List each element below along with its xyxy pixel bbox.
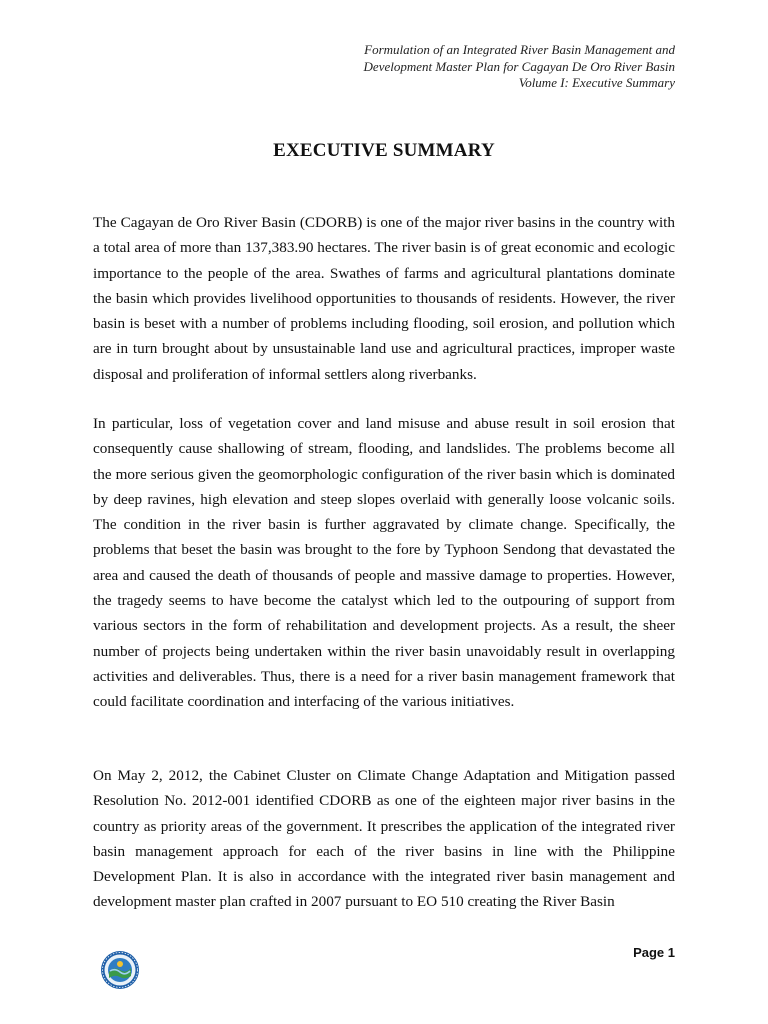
- header-line-1: Formulation of an Integrated River Basin Management and: [364, 42, 675, 57]
- river-basin-seal-logo-icon: [100, 950, 140, 990]
- header-line-2: Development Master Plan for Cagayan De Oro River Basin: [363, 58, 675, 74]
- page-title: EXECUTIVE SUMMARY: [273, 140, 495, 161]
- paragraph-3: On May 2, 2012, the Cabinet Cluster on Climate Change Adaptation and Mitigation passed Resolution No. 2012-001 identified CDORB as one of the eighteen major river basins in the country as priority areas of the government. It prescribes the application of the integrated river basin management approach for each of the river basins in line with the Philippine Development Plan. It is also in accordance with the integrated river basin management and development master plan crafted in 2007 pursuant to EO 510 creating the River Basin: [93, 767, 675, 911]
- document-body: [93, 0, 675, 1024]
- page-number: Page 1: [633, 945, 675, 960]
- paragraph-2: In particular, loss of vegetation cover and land misuse and abuse result in soil erosion that consequently cause shallowing of stream, flooding, and landslides. The problems become all the more serious given the geomorphologic configuration of the river basin which is dominated by deep ravines, high elevation and steep slopes overlaid with generally loose volcanic soils. The condition in the river basin is further aggravated by climate change. Specifically, the problems that beset the basin was brought to the fore by Typhoon Sendong that devastated the area and caused the death of thousands of people and massive damage to properties. However, the tragedy seems to have become the catalyst which led to the outpouring of support from various sectors in the form of rehabilitation and development projects. As a result, the sheer number of projects being undertaken within the river basin unavoidably result in overlapping activities and deliverables. Thus, there is a need for a river basin management framework that could facilitate coordination and interfacing of the various initiatives.: [93, 415, 675, 711]
- paragraph-1: The Cagayan de Oro River Basin (CDORB) is one of the major river basins in the country with a total area of more than 137,383.90 hectares. The river basin is of great economic and ecologic importance to the people of the area. Swathes of farms and agricultural plantations dominate the basin which provides livelihood opportunities to thousands of residents. However, the river basin is beset with a number of problems including flooding, soil erosion, and pollution which are in turn brought about by unsustainable land use and agricultural practices, improper waste disposal and proliferation of informal settlers along riverbanks.: [93, 214, 675, 383]
- header-line-3: Volume I: Executive Summary: [518, 75, 675, 90]
